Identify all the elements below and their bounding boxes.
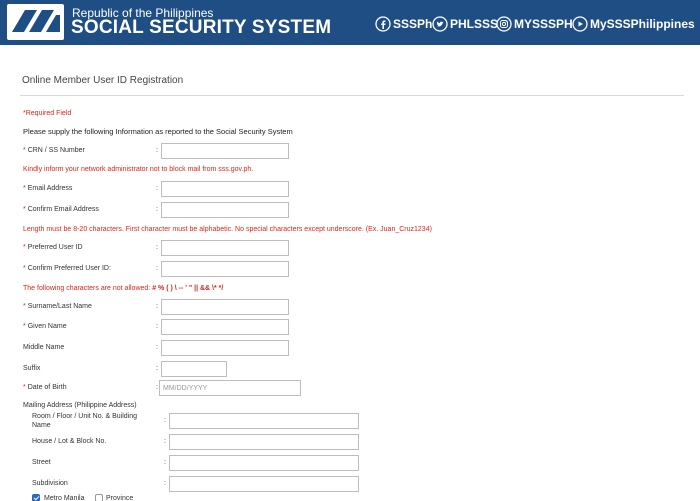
colon: : bbox=[156, 244, 158, 251]
suffix-input[interactable] bbox=[161, 361, 227, 377]
street-input[interactable] bbox=[169, 455, 359, 471]
required-mark: * bbox=[23, 185, 26, 192]
userid-input[interactable] bbox=[161, 240, 289, 256]
dob-label-text: Date of Birth bbox=[27, 384, 67, 391]
social-link-instagram[interactable] bbox=[496, 15, 573, 33]
surname-label-text: Surname/Last Name bbox=[27, 303, 92, 310]
required-mark: * bbox=[23, 206, 26, 213]
mailing-address-heading: Mailing Address (Philippine Address) bbox=[23, 402, 137, 409]
metro-manila-checkbox[interactable] bbox=[32, 494, 40, 501]
house-input[interactable] bbox=[169, 434, 359, 450]
colon: : bbox=[156, 206, 158, 213]
room-label: Room / Floor / Unit No. & Building Name bbox=[32, 413, 138, 429]
colon: : bbox=[164, 438, 166, 445]
required-mark: * bbox=[23, 265, 26, 272]
colon: : bbox=[164, 459, 166, 466]
colon: : bbox=[156, 365, 158, 372]
disallowed-chars-text: The following characters are not allowed: bbox=[23, 285, 151, 292]
social-label: PHLSSS bbox=[450, 17, 499, 31]
middle-name-label: Middle Name bbox=[23, 344, 65, 351]
given-name-label-text: Given Name bbox=[27, 323, 67, 330]
colon: : bbox=[156, 265, 158, 272]
crn-input[interactable] bbox=[161, 143, 289, 159]
required-field-note: *Required Field bbox=[23, 110, 72, 117]
header-title: SOCIAL SECURITY SYSTEM bbox=[71, 17, 332, 38]
crn-label bbox=[23, 147, 85, 154]
social-label: SSSPh bbox=[393, 17, 433, 31]
social-link-twitter[interactable] bbox=[432, 15, 498, 33]
middle-name-input[interactable] bbox=[161, 340, 289, 356]
confirm-userid-label bbox=[23, 265, 111, 272]
disallowed-chars-list: # % ( ) \ -- ' " || && \* */ bbox=[152, 285, 224, 292]
sss-logo bbox=[7, 4, 64, 40]
youtube-icon bbox=[572, 16, 588, 32]
subdivision-label: Subdivision bbox=[32, 480, 68, 487]
colon: : bbox=[156, 384, 158, 391]
room-input[interactable] bbox=[169, 413, 359, 429]
colon: : bbox=[156, 323, 158, 330]
province-checkbox[interactable] bbox=[95, 494, 103, 501]
colon: : bbox=[164, 480, 166, 487]
social-label: MySSSPhilippines bbox=[590, 17, 695, 31]
required-mark: * bbox=[23, 303, 26, 310]
twitter-icon bbox=[432, 16, 448, 32]
given-name-label bbox=[23, 323, 67, 330]
instagram-icon bbox=[496, 16, 512, 32]
header-subtitle: Republic of the Philippines bbox=[72, 6, 214, 20]
email-label-text: Email Address bbox=[27, 185, 73, 192]
email-input[interactable] bbox=[161, 181, 289, 197]
colon: : bbox=[156, 147, 158, 154]
colon: : bbox=[156, 185, 158, 192]
facebook-icon bbox=[375, 16, 391, 32]
colon: : bbox=[156, 344, 158, 351]
colon: : bbox=[156, 303, 158, 310]
required-mark: * bbox=[23, 323, 26, 330]
street-label: Street bbox=[32, 459, 51, 466]
title-divider bbox=[20, 95, 684, 96]
confirm-email-input[interactable] bbox=[161, 202, 289, 218]
mail-note: Kindly inform your network administrator not to block mail from sss.gov.ph. bbox=[23, 166, 254, 173]
required-mark: * bbox=[23, 384, 26, 391]
site-header bbox=[0, 0, 700, 45]
surname-input[interactable] bbox=[161, 299, 289, 315]
crn-label-text: CRN / SS Number bbox=[27, 147, 85, 154]
house-label: House / Lot & Block No. bbox=[32, 438, 107, 445]
province-label: Province bbox=[106, 495, 134, 501]
confirm-userid-label-text: Confirm Preferred User ID: bbox=[27, 265, 111, 272]
dob-input[interactable] bbox=[159, 380, 301, 396]
email-label bbox=[23, 185, 72, 192]
disallowed-chars-note bbox=[23, 285, 223, 292]
colon: : bbox=[164, 417, 166, 424]
confirm-email-label-text: Confirm Email Address bbox=[27, 206, 99, 213]
social-link-youtube[interactable] bbox=[572, 15, 695, 33]
confirm-userid-input[interactable] bbox=[161, 261, 289, 277]
required-mark: * bbox=[23, 147, 26, 154]
given-name-input[interactable] bbox=[161, 319, 289, 335]
userid-label-text: Preferred User ID bbox=[27, 244, 83, 251]
userid-rules-note: Length must be 8-20 characters. First character must be alphabetic. No special characters except underscore. (Ex. Juan_Cruz1234) bbox=[23, 226, 432, 233]
social-link-facebook[interactable] bbox=[375, 15, 432, 33]
social-label: MYSSSPH bbox=[514, 17, 573, 31]
metro-manila-label: Metro Manila bbox=[44, 495, 85, 501]
subdivision-input[interactable] bbox=[169, 476, 359, 492]
surname-label bbox=[23, 303, 92, 310]
required-mark: * bbox=[23, 244, 26, 251]
page-title: Online Member User ID Registration bbox=[22, 75, 184, 86]
dob-label bbox=[23, 384, 67, 391]
userid-label bbox=[23, 244, 83, 251]
instructions-text: Please supply the following Information as reported to the Social Security System bbox=[23, 127, 293, 136]
confirm-email-label bbox=[23, 206, 99, 213]
suffix-label: Suffix bbox=[23, 365, 41, 372]
